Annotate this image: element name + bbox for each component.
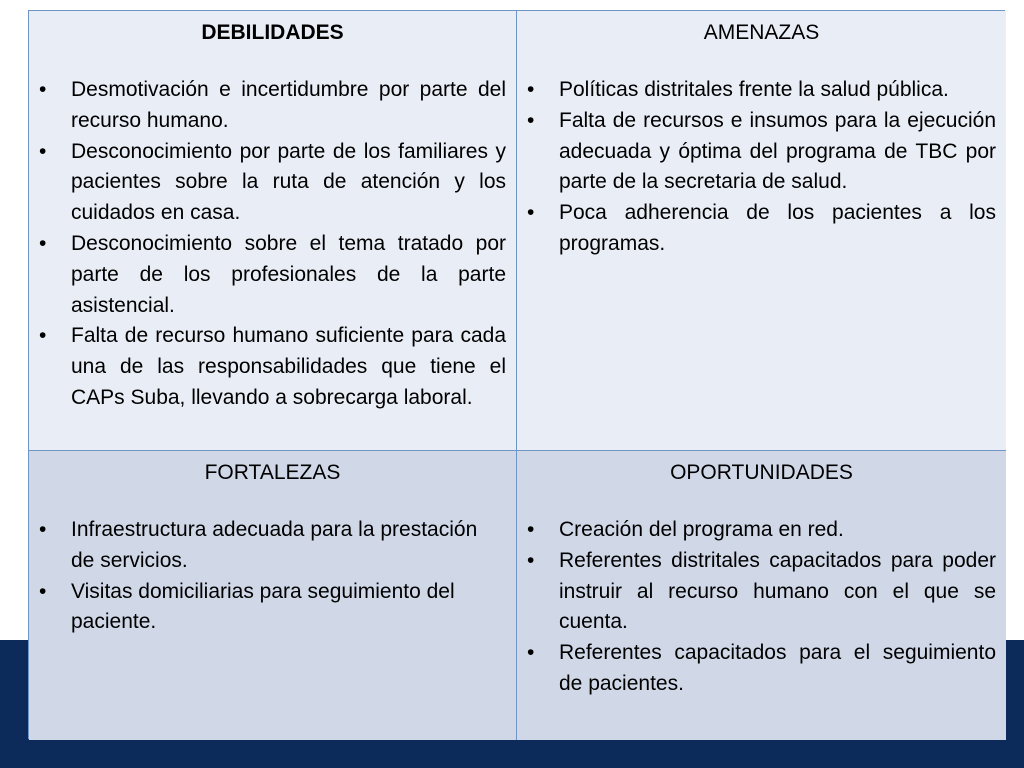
list-item-text: Visitas domiciliarias para seguimiento del paciente. bbox=[71, 579, 455, 634]
oportunidades-cell bbox=[517, 451, 1006, 740]
amenazas-list bbox=[527, 75, 996, 260]
list-item-text: Creación del programa en red. bbox=[559, 518, 844, 541]
debilidades-cell bbox=[29, 11, 517, 451]
bullet-icon: • bbox=[527, 78, 535, 101]
bullet-icon: • bbox=[527, 548, 535, 572]
list-item-text: Desmotivación e incertidumbre por parte del recurso humano. bbox=[71, 78, 506, 132]
oportunidades-list bbox=[527, 515, 996, 700]
amenazas-cell bbox=[517, 11, 1006, 451]
bullet-icon: • bbox=[527, 641, 535, 665]
list-item bbox=[527, 515, 996, 546]
list-item bbox=[39, 75, 506, 137]
swot-table bbox=[28, 10, 1005, 739]
bullet-icon: • bbox=[39, 139, 47, 163]
list-item bbox=[527, 638, 996, 700]
list-item-text: Políticas distritales frente la salud pública. bbox=[559, 78, 949, 101]
list-item-text: Falta de recurso humano suficiente para cada una de las responsabilidades que tiene el CAPs Suba, llevando a sobrecarga laboral. bbox=[71, 324, 506, 409]
bullet-icon: • bbox=[527, 518, 535, 541]
oportunidades-title: OPORTUNIDADES bbox=[670, 461, 853, 484]
bullet-icon: • bbox=[527, 108, 535, 132]
list-item bbox=[527, 106, 996, 198]
debilidades-title: DEBILIDADES bbox=[201, 21, 344, 44]
list-item bbox=[527, 198, 996, 260]
bullet-icon: • bbox=[39, 324, 47, 348]
list-item bbox=[39, 229, 506, 321]
list-item bbox=[527, 546, 996, 638]
amenazas-title: AMENAZAS bbox=[703, 21, 820, 44]
list-item bbox=[39, 515, 506, 577]
list-item-text: Infraestructura adecuada para la prestación de servicios. bbox=[71, 518, 478, 572]
list-item-text: Referentes capacitados para el seguimiento de pacientes. bbox=[559, 641, 996, 695]
bullet-icon: • bbox=[39, 518, 47, 541]
fortalezas-cell bbox=[29, 451, 517, 740]
bullet-icon: • bbox=[39, 579, 47, 603]
bullet-icon: • bbox=[527, 201, 535, 225]
list-item bbox=[39, 137, 506, 229]
debilidades-list bbox=[39, 75, 506, 414]
list-item bbox=[39, 577, 506, 639]
list-item-text: Referentes distritales capacitados para poder instruir al recurso humano con el que se cuenta. bbox=[559, 548, 996, 634]
bullet-icon: • bbox=[39, 78, 47, 101]
list-item-text: Poca adherencia de los pacientes a los programas. bbox=[559, 201, 996, 255]
list-item bbox=[527, 75, 996, 106]
list-item bbox=[39, 321, 506, 413]
fortalezas-list bbox=[39, 515, 506, 638]
list-item-text: Falta de recursos e insumos para la ejecución adecuada y óptima del programa de TBC por parte de la secretaria de salud. bbox=[559, 108, 996, 194]
list-item-text: Desconocimiento por parte de los familiares y pacientes sobre la ruta de atención y los cuidados en casa. bbox=[71, 139, 506, 225]
list-item-text: Desconocimiento sobre el tema tratado por parte de los profesionales de la parte asistencial. bbox=[71, 231, 506, 317]
fortalezas-title: FORTALEZAS bbox=[204, 461, 341, 484]
bullet-icon: • bbox=[39, 231, 47, 255]
